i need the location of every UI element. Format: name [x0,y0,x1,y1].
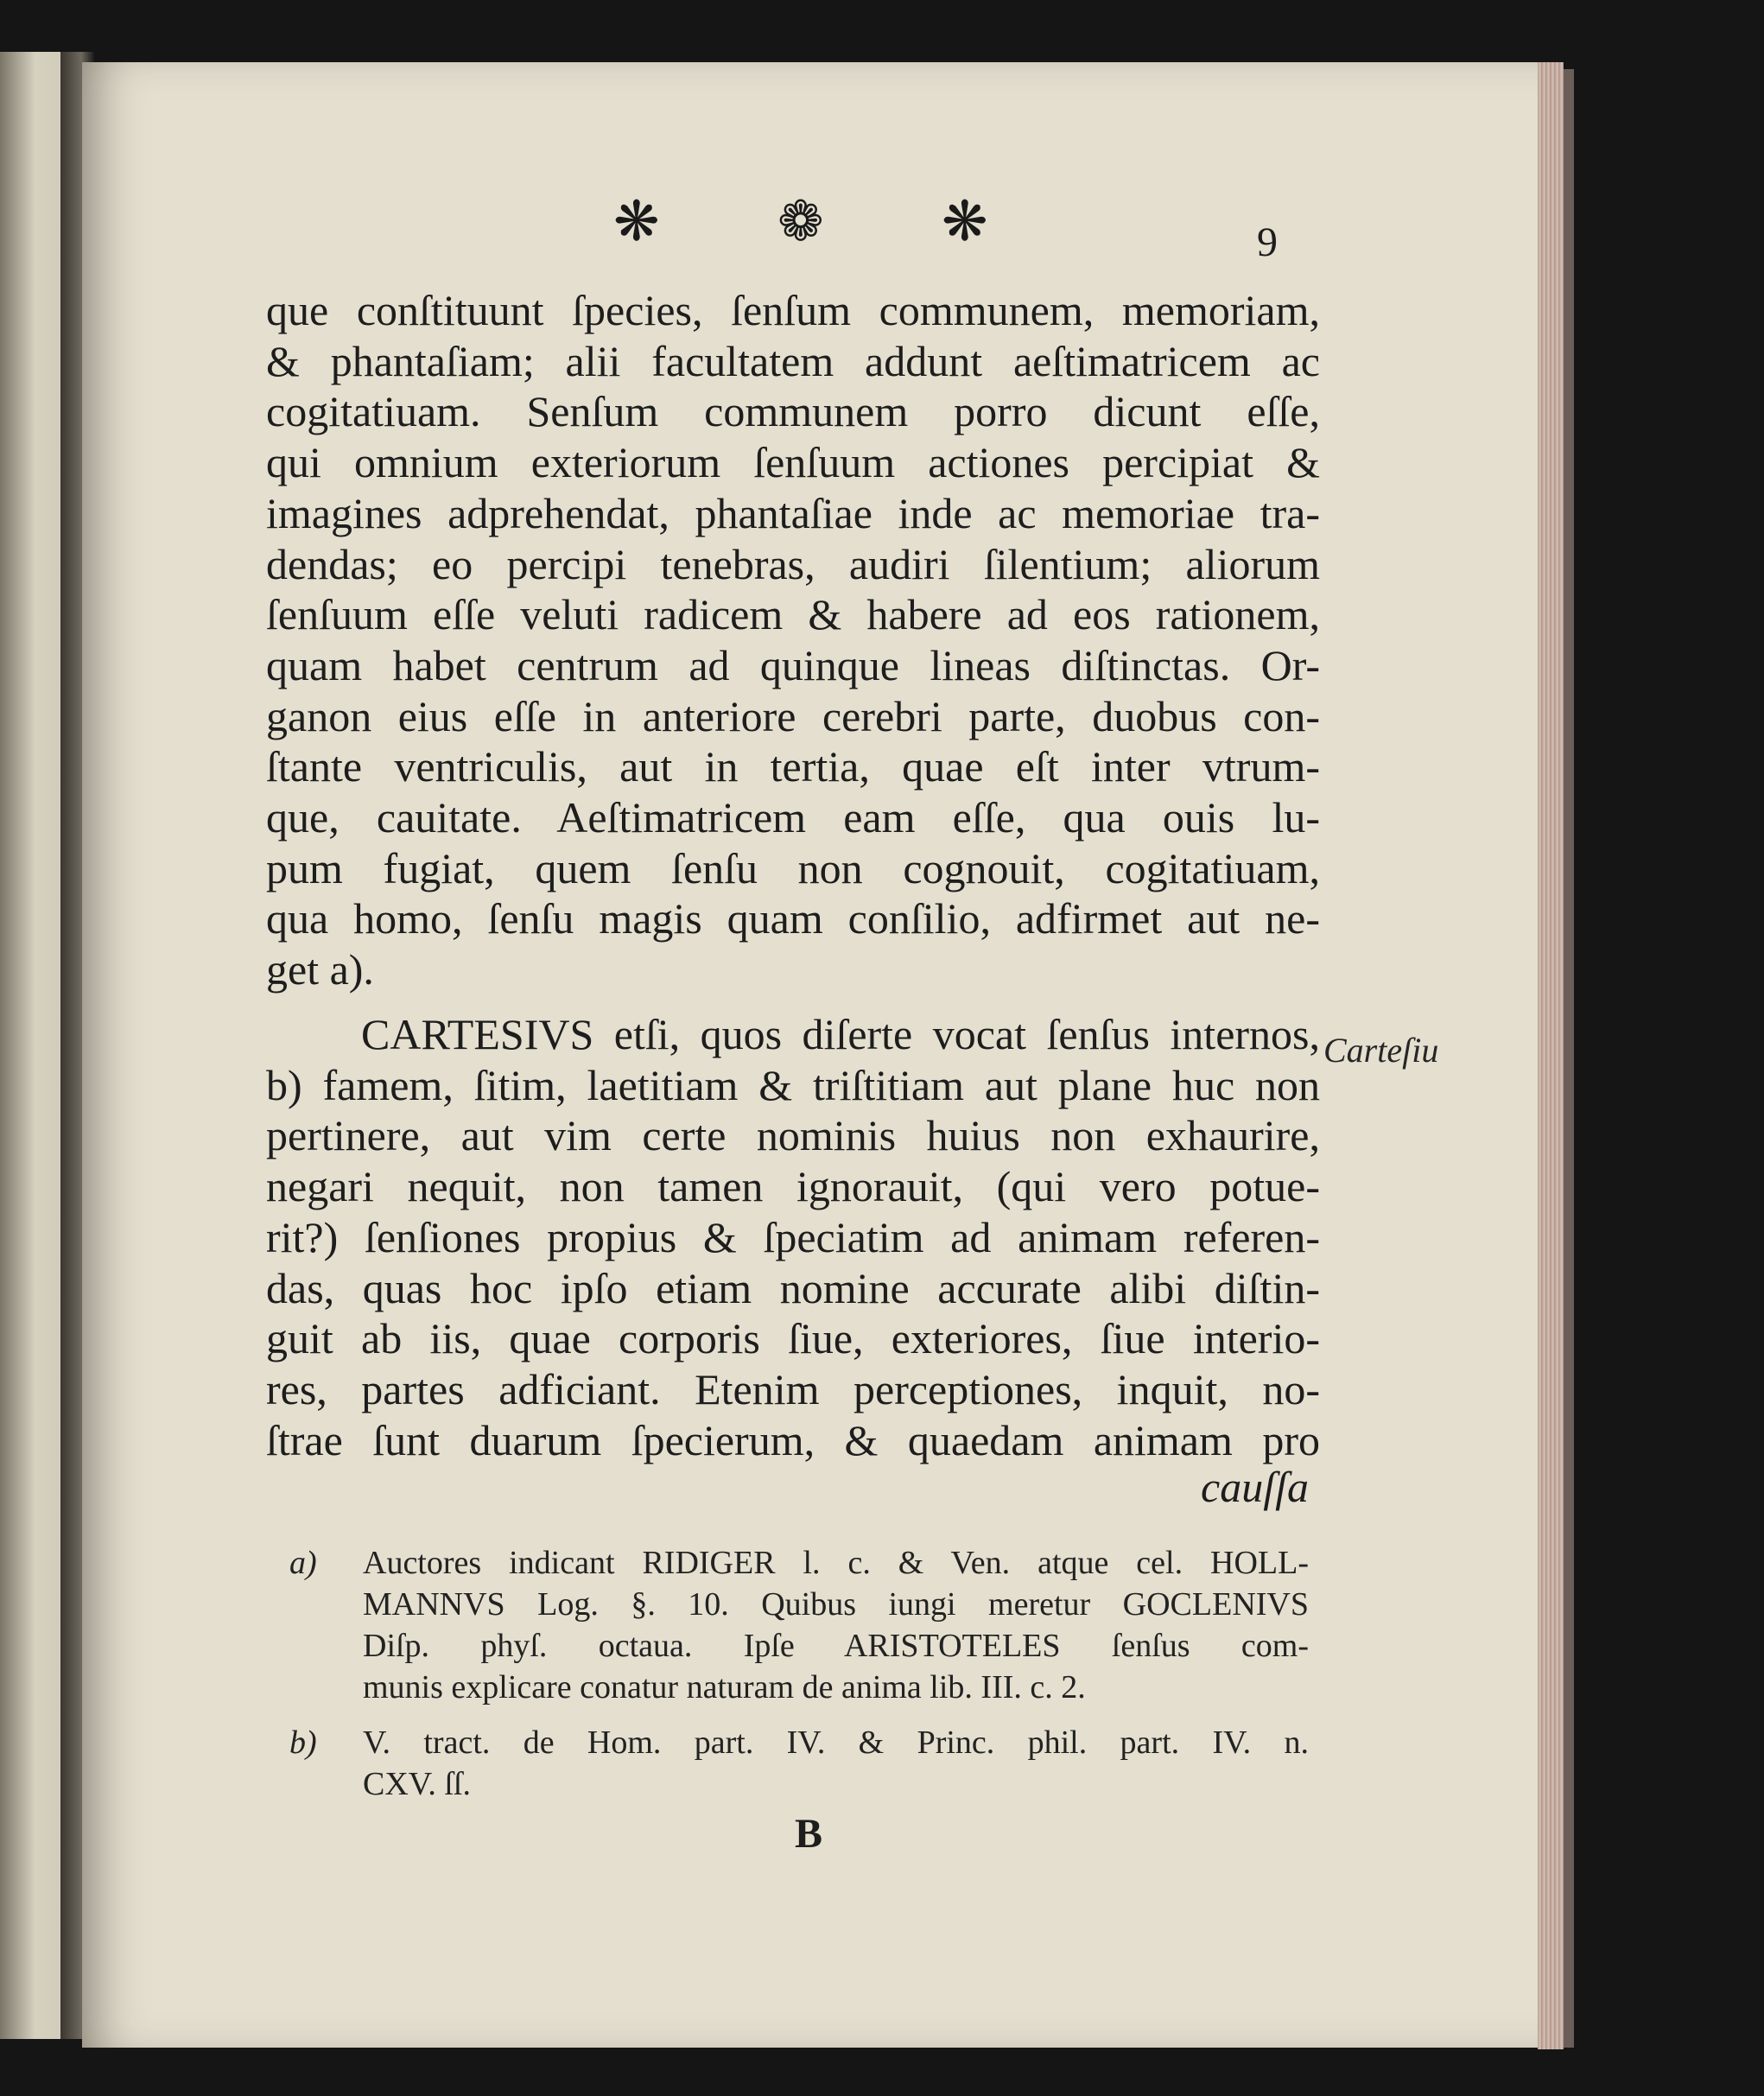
text-line: ſtante ventriculis, aut in tertia, quae eſt inter vtrum- [266,742,1320,791]
text-line: quam habet centrum ad quinque lineas diſtinctas. Or- [266,640,1320,689]
page-number: 9 [1257,219,1278,265]
text-line: res, partes adficiant. Etenim perceptiones, inquit, no- [266,1364,1320,1413]
text-line: imagines adprehendat, phantaſiae inde ac memoriae tra- [266,488,1320,537]
text-line: rit?) ſenſiones propius & ſpeciatim ad animam referen- [266,1212,1320,1261]
text-line: qui omnium exteriorum ſenſuum actiones percipiat & [266,438,1320,487]
text-line: ſtrae ſunt duarum ſpecierum, & quaedam animam pro [266,1415,1320,1464]
text-line: negari nequit, non tamen ignorauit, (qui vero potue- [266,1162,1320,1211]
text-line: das, quas hoc ipſo etiam nomine accurate alibi diſtin- [266,1263,1320,1312]
margin-note: Carteſiu [1323,1031,1439,1070]
footnote-line: CXV. ſſ. [363,1766,471,1802]
text-line: pertinere, aut vim certe nominis huius non exhaurire, [266,1111,1320,1160]
ornament-center: ❁ [777,191,824,252]
text-line: & phantaſiam; alii facultatem addunt aeſtimatricem ac [266,336,1320,385]
page-block-shadow [1564,69,1574,2048]
text-line: pum fugiat, quem ſenſu non cognouit, cogitatiuam, [266,843,1320,892]
text-line: qua homo, ſenſu magis quam conſilio, adfirmet aut ne- [266,894,1320,943]
text-line: ſenſuum eſſe veluti radicem & habere ad eos rationem, [266,590,1320,639]
footnote-line: Diſp. phyſ. octaua. Ipſe ARISTOTELES ſenſus com- [363,1628,1309,1664]
text-line: guit ab iis, quae corporis ſiue, exteriores, ſiue interio- [266,1314,1320,1363]
text-line: CARTESIVS etſi, quos diſerte vocat ſenſus internos, [361,1010,1320,1058]
text-line: que, cauitate. Aeſtimatricem eam eſſe, qua ouis lu- [266,793,1320,842]
paragraph-1 [266,285,1320,995]
text-line: b) famem, ſitim, laetitiam & triſtitiam aut plane huc non [266,1060,1320,1109]
footnote-mark: b) [289,1724,317,1761]
catchword: cauſſa [1201,1463,1309,1511]
text-line: cogitatiuam. Senſum communem porro dicunt eſſe, [266,387,1320,436]
ornament-right: ❋ [942,191,988,252]
text-line: que conſtituunt ſpecies, ſenſum communem, memoriam, [266,286,1320,334]
footnote-line: Auctores indicant RIDIGER l. c. & Ven. atque cel. HOLL- [363,1545,1309,1581]
footnote-b [289,1722,1309,1805]
footnote-mark: a) [289,1545,317,1581]
footnote-line: MANNVS Log. §. 10. Quibus iungi meretur GOCLENIVS [363,1586,1309,1623]
page-block-edge [1538,62,1564,2049]
paragraph-2 [266,1009,1320,1465]
signature-mark: B [795,1811,823,1857]
footnote-a [289,1542,1309,1708]
text-line: ganon eius eſſe in anteriore cerebri parte, duobus con- [266,691,1320,740]
footnote-line: munis explicare conatur naturam de anima lib. III. c. 2. [363,1669,1086,1705]
text-line: dendas; eo percipi tenebras, audiri ſilentium; aliorum [266,539,1320,588]
page-header [259,191,1339,264]
ornament-left: ❋ [613,191,660,252]
footnote-line: V. tract. de Hom. part. IV. & Princ. phil. part. IV. n. [363,1724,1309,1761]
text-line: get a). [266,945,374,994]
